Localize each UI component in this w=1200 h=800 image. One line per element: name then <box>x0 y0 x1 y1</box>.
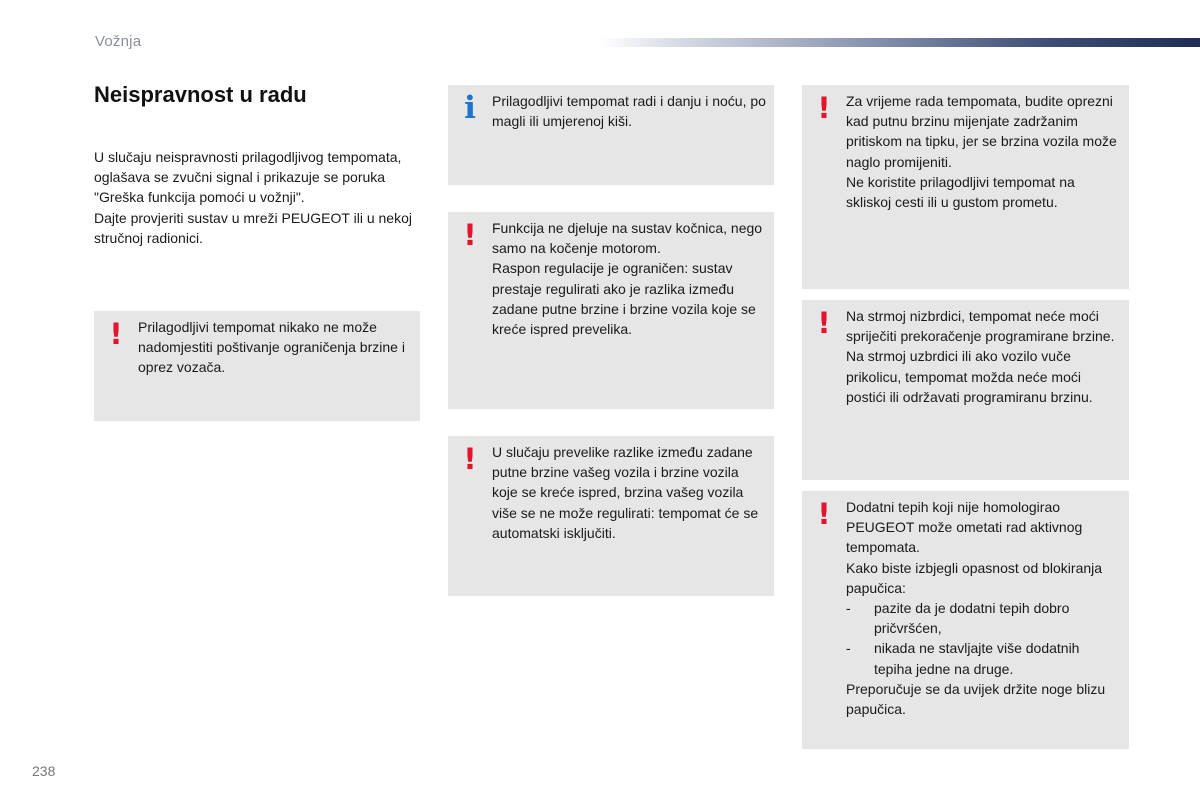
page-number: 238 <box>32 763 56 779</box>
bullet-dash: - <box>846 640 851 657</box>
bullet-dash: - <box>846 600 851 617</box>
info-icon: i <box>464 90 476 126</box>
warning-text: Dodatni tepih koji nije homologirao PEUGEOT može ometati rad aktivnog tempomata. Kako biste izbjegli opasnost od blokiranja papučica: - pazite da je dodatni tepih dobro pričvršćen, - nikada ne stavljajte više dodatnih tepiha jedne na druge. Preporučuje se da uvijek držite noge blizu papučica. <box>846 497 1121 719</box>
header-gradient-bar <box>600 38 1200 47</box>
warning-icon: ! <box>463 218 477 252</box>
warning-text: Na strmoj nizbrdici, tempomat neće moći spriječiti prekoračenje programirane brzine. Na strmoj uzbrdici ili ako vozilo vuče prikolicu, tempomat možda neće moći postići ili održavati programiranu brzinu. <box>846 308 1115 405</box>
warning-text: Prilagodljivi tempomat nikako ne može nadomjestiti poštivanje ograničenja brzine i oprez vozača. <box>138 319 405 376</box>
warning-box-right-3 <box>802 491 1129 749</box>
warning-box-right-1 <box>802 85 1129 289</box>
section-label: Vožnja <box>95 33 142 50</box>
bullet-item: - pazite da je dodatni tepih dobro pričvršćen, <box>846 598 1121 638</box>
warning-icon: ! <box>817 497 831 531</box>
page-title: Neispravnost u radu <box>94 82 307 107</box>
warning-text: Funkcija ne djeluje na sustav kočnica, nego samo na kočenje motorom. Raspon regulacije je ograničen: sustav prestaje regulirati ako je razlika između zadane putne brzine i brzine vozila koje se kreće ispred prevelika. <box>492 220 763 338</box>
warning-box-right-2 <box>802 300 1129 480</box>
warning-box-middle-2 <box>448 436 774 596</box>
intro-paragraph: Dajte provjeriti sustav u mreži PEUGEOT ili u nekoj stručnoj radionici. <box>94 209 412 246</box>
warning-text: Za vrijeme rada tempomata, budite oprezni kad putnu brzinu mijenjate zadržanim pritiskom na tipku, jer se brzina vozila može naglo promijeniti. Ne koristite prilagodljivi tempomat na skliskoj cesti ili u gustom prometu. <box>846 93 1117 211</box>
warning-text: U slučaju prevelike razlike između zadane putne brzine vašeg vozila i brzine vozila koje se kreće ispred, brzina vašeg vozila više se ne može regulirati: tempomat će se automatski isključiti. <box>492 444 759 541</box>
warning-box-left <box>94 311 420 421</box>
intro-text <box>94 147 414 248</box>
warning-icon: ! <box>109 317 123 351</box>
info-box-middle <box>448 85 774 185</box>
warning-icon: ! <box>463 442 477 476</box>
warning-icon: ! <box>817 91 831 125</box>
bullet-item: - nikada ne stavljajte više dodatnih tepiha jedne na druge. <box>846 638 1121 678</box>
warning-icon: ! <box>817 306 831 340</box>
info-text: Prilagodljivi tempomat radi i danju i noću, po magli ili umjerenoj kiši. <box>492 93 766 130</box>
intro-paragraph: U slučaju neispravnosti prilagodljivog tempomata, oglašava se zvučni signal i prikazuje se poruka "Greška funkcija pomoći u vožnji". <box>94 149 402 206</box>
warning-box-middle-1 <box>448 212 774 409</box>
